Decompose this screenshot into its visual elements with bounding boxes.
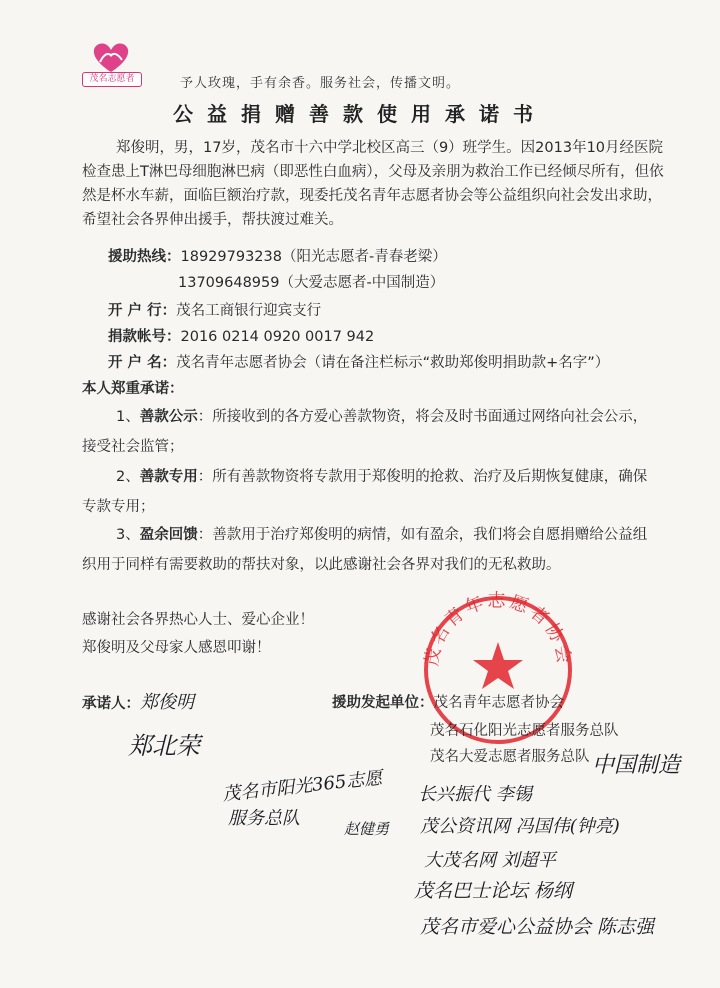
promise-item bbox=[82, 462, 682, 522]
promise-item bbox=[82, 402, 682, 462]
parent-signature: 郑北荣 bbox=[128, 732, 200, 760]
promise-key: 善款公示 bbox=[139, 409, 198, 425]
promise-text-cont: 专款专用； bbox=[82, 499, 155, 515]
org-name-2: 茂名石化阳光志愿者服务总队 bbox=[430, 723, 619, 739]
promise-key: 盈余回馈 bbox=[139, 527, 198, 543]
hotline-value-1: 18929793238（阳光志愿者-青春老梁） bbox=[180, 249, 447, 265]
promise-text: ：所接收到的各方爱心善款物资，将会及时书面通过网络向社会公示， bbox=[197, 409, 648, 425]
promise-text: ：善款用于治疗郑俊明的病情，如有盈余，我们将会自愿捐赠给公益组 bbox=[197, 527, 648, 543]
hotline-row-2 bbox=[178, 272, 444, 294]
promiser-label: 承诺人： bbox=[82, 696, 140, 712]
bank-label: 开 户 行： bbox=[108, 303, 177, 319]
seal-text: 茂名青年志愿者协会 bbox=[421, 590, 575, 668]
handwritten-signature: 茂名市阳光365志愿 bbox=[221, 767, 384, 806]
org-label: 援助发起单位： bbox=[332, 695, 434, 711]
bank-value: 茂名工商银行迎宾支行 bbox=[176, 303, 322, 319]
handwritten-signature: 茂公资讯网 冯国伟(钟亮) bbox=[420, 816, 620, 837]
intro-paragraph bbox=[82, 136, 672, 232]
handwritten-signature: 大茂名网 刘超平 bbox=[424, 850, 556, 871]
org-name-3: 茂名大爱志愿者服务总队 bbox=[430, 749, 590, 765]
handwritten-signature: 赵健勇 bbox=[344, 820, 390, 838]
promise-item bbox=[82, 520, 682, 580]
promise-text: ：所有善款物资将专款用于郑俊明的抢救、治疗及后期恢复健康，确保 bbox=[197, 469, 648, 485]
handwritten-signature: 中国制造 bbox=[592, 753, 681, 778]
promise-number: 3、 bbox=[116, 527, 140, 543]
account-name-row bbox=[108, 352, 609, 374]
star-icon bbox=[473, 642, 523, 689]
hotline-label: 援助热线： bbox=[108, 249, 181, 265]
handwritten-signature: 长兴振代 李锡 bbox=[418, 784, 532, 805]
promise-number: 1、 bbox=[116, 409, 140, 425]
hotline-row-1 bbox=[108, 246, 447, 268]
slogan: 予人玫瑰，手有余香。服务社会，传播文明。 bbox=[180, 76, 461, 91]
account-name-label: 开 户 名： bbox=[108, 355, 177, 371]
intro-text: 郑俊明，男，17岁，茂名市十六中学北校区高三（9）班学生。因2013年10月经医院检查患上T淋巴母细胞淋巴病（即恶性白血病），父母及亲朋为救治工作已经倾尽所有，但依然是杯水车薪，面临巨额治疗款，现委托茂名青年志愿者协会等公益组织向社会发出求助，希望社会各界伸出援手，帮扶渡过难关。 bbox=[82, 140, 664, 228]
hotline-value-2: 13709648959（大爱志愿者-中国制造） bbox=[178, 275, 445, 291]
handwritten-signature: 茂名巴士论坛 杨纲 bbox=[414, 880, 573, 902]
account-value: 2016 0214 0920 0017 942 bbox=[180, 329, 375, 345]
document-title: 公益捐赠善款使用承诺书 bbox=[173, 102, 547, 126]
promise-heading: 本人郑重承诺： bbox=[82, 381, 184, 397]
handwritten-signature: 茂名市爱心公益协会 陈志强 bbox=[420, 916, 655, 938]
promiser-row bbox=[82, 692, 194, 715]
promise-text-cont: 接受社会监管； bbox=[82, 439, 184, 455]
heart-hands-icon bbox=[82, 38, 140, 74]
org-name-1: 茂名青年志愿者协会 bbox=[433, 695, 564, 711]
promise-number: 2、 bbox=[116, 469, 140, 485]
account-label: 捐款帐号： bbox=[108, 329, 181, 345]
account-row bbox=[108, 326, 374, 348]
account-name-value: 茂名青年志愿者协会（请在备注栏标示“救助郑俊明捐助款+名字”） bbox=[176, 355, 610, 371]
promise-key: 善款专用 bbox=[139, 469, 198, 485]
bank-row bbox=[108, 300, 321, 322]
promise-text-cont: 织用于同样有需要救助的帮扶对象，以此感谢社会各界对我们的无私救助。 bbox=[82, 557, 561, 573]
org-row bbox=[332, 692, 564, 714]
handwritten-signature: 服务总队 bbox=[228, 808, 300, 829]
logo bbox=[82, 38, 140, 88]
logo-label: 茂名志愿者 bbox=[82, 72, 142, 87]
promiser-signature: 郑俊明 bbox=[140, 692, 194, 713]
thanks-line-1: 感谢社会各界热心人士、爱心企业！ bbox=[82, 612, 314, 628]
thanks-line-2: 郑俊明及父母家人感恩叩谢！ bbox=[82, 640, 271, 656]
